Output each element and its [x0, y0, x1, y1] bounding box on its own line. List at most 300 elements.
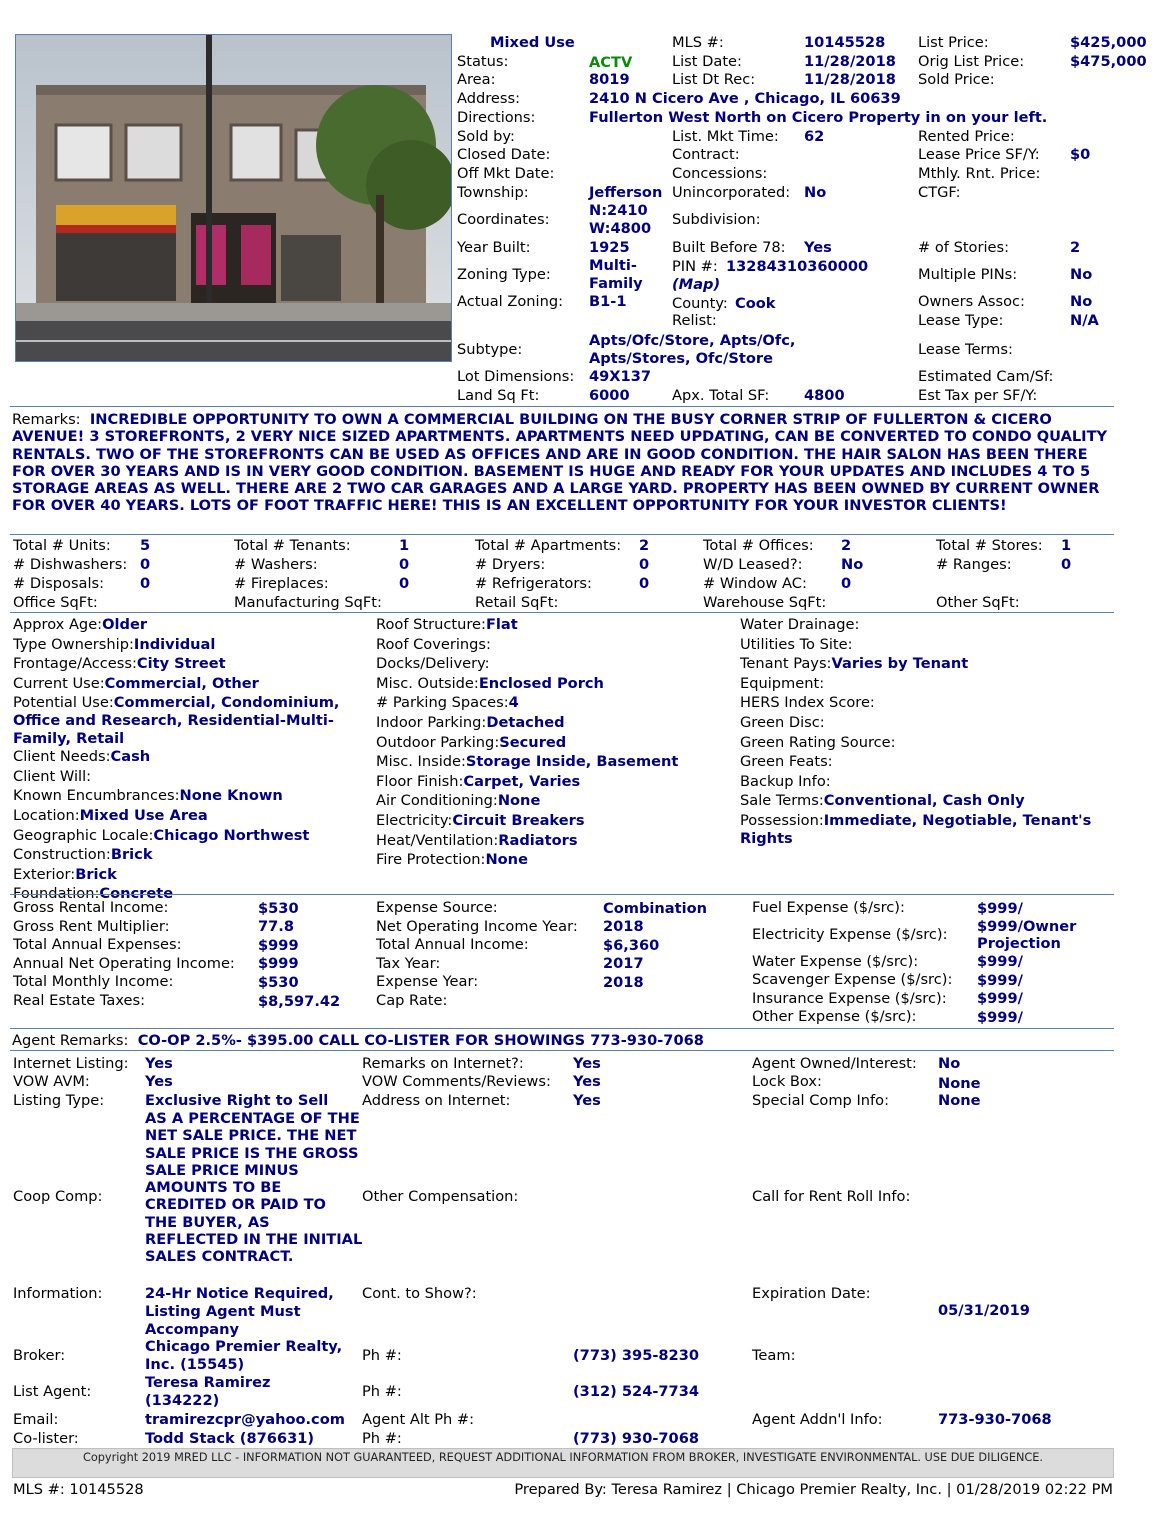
subtype-value-1: Apts/Ofc/Store, Apts/Ofc,	[589, 332, 796, 349]
land-sqft-value: 6000	[589, 387, 630, 404]
expiration-date-label: Expiration Date:	[752, 1285, 871, 1302]
year-built-label: Year Built:	[457, 239, 531, 256]
washers-value: 0	[399, 556, 410, 573]
unincorporated-value: No	[804, 184, 827, 201]
feature-row	[376, 616, 731, 635]
list-price-value: $425,000	[1070, 34, 1147, 51]
lock-box-label: Lock Box:	[752, 1073, 822, 1090]
lease-price-label: Lease Price SF/Y:	[918, 146, 1040, 163]
pin-label: PIN #:	[672, 258, 718, 275]
feature-row	[740, 812, 1100, 847]
footer-prepared-by: Prepared By: Teresa Ramirez | Chicago Premier Realty, Inc. | 01/28/2019 02:22 PM	[514, 1481, 1113, 1498]
dishwashers-value: 0	[140, 556, 151, 573]
agent-remarks-label: Agent Remarks:	[12, 1032, 129, 1049]
feature-value: None	[485, 851, 528, 869]
feature-row	[376, 694, 731, 713]
actual-zoning-value: B1-1	[589, 293, 627, 310]
remarks-label: Remarks:	[12, 411, 81, 428]
financial-value: $8,597.42	[258, 992, 341, 1010]
financial-row	[376, 973, 741, 992]
property-photo	[15, 34, 452, 362]
feature-label: HERS Index Score:	[740, 694, 875, 712]
feature-row	[13, 748, 373, 767]
financial-value: $999	[258, 936, 299, 954]
disposals-label: # Disposals:	[13, 575, 105, 592]
area-label: Area:	[457, 71, 496, 88]
financial-value: $530	[258, 899, 299, 917]
feature-label: Misc. Inside:	[376, 753, 466, 771]
fireplaces-label: # Fireplaces:	[234, 575, 329, 592]
feature-row	[13, 655, 373, 674]
property-category: Mixed Use	[490, 34, 575, 51]
feature-value: Brick	[110, 846, 153, 864]
feature-label: Water Drainage:	[740, 616, 860, 633]
financial-row	[752, 918, 1114, 953]
township-value: Jefferson	[589, 184, 663, 201]
financial-label: Gross Rent Multiplier:	[13, 917, 170, 935]
pin-map-link[interactable]: (Map)	[672, 276, 721, 293]
owners-assoc-label: Owners Assoc:	[918, 293, 1025, 310]
financials-column-3	[752, 899, 1114, 1027]
status-label: Status:	[457, 53, 509, 70]
address-value: 2410 N Cicero Ave , Chicago, IL 60639	[589, 90, 901, 107]
fireplaces-value: 0	[399, 575, 410, 592]
list-date-label: List Date:	[672, 53, 742, 70]
tenants-value: 1	[399, 537, 410, 554]
financials-column-1	[13, 899, 368, 1011]
feature-row	[376, 636, 731, 655]
list-dt-rec-value: 11/28/2018	[804, 71, 896, 88]
orig-list-price-label: Orig List Price:	[918, 53, 1025, 70]
features-column-1	[13, 616, 373, 905]
actual-zoning-label: Actual Zoning:	[457, 293, 564, 310]
remarks-text: INCREDIBLE OPPORTUNITY TO OWN A COMMERCIAL BUILDING ON THE BUSY CORNER STRIP OF FULLERTON & CICERO AVENUE! 3 STOREFRONTS, 2 VERY NICE SIZED APARTMENTS. APARTMENTS NEED UPDATING, CAN BE CONVERTED TO CONDO QUALITY RENTALS. TWO OF THE STOREFRONTS CAN BE USED AS OFFICES AND ARE IN GOOD CONDITION. THE HAIR SALON HAS BEEN THERE FOR OVER 30 YEARS AND IS IN VERY GOOD CONDITION. BASEMENT IS HUGE AND READY FOR YOUR UPDATES AND INCLUDES 4 TO 5 STORAGE AREAS AS WELL. THERE ARE 2 TWO CAR GARAGES AND A LARGE YARD. PROPERTY HAS BEEN OWNED BY CURRENT OWNER FOR OVER 40 YEARS. LOTS OF FOOT TRAFFIC HERE! THIS IS AN EXCELLENT OPPORTUNITY FOR YOUR INVESTOR CLIENTS!	[12, 411, 1108, 515]
feature-row	[13, 694, 373, 747]
co-lister-value: Todd Stack (876631)	[145, 1430, 315, 1447]
broker-value: Chicago Premier Realty, Inc. (15545)	[145, 1338, 343, 1373]
apartments-label: Total # Apartments:	[475, 537, 622, 554]
financial-label: Electricity Expense ($/src):	[752, 925, 948, 943]
lease-type-label: Lease Type:	[918, 312, 1004, 329]
agent-owned-label: Agent Owned/Interest:	[752, 1055, 917, 1072]
financial-value: $999/	[977, 971, 1023, 989]
divider	[10, 894, 1114, 895]
feature-value: Individual	[133, 635, 216, 653]
divider	[10, 1050, 1114, 1051]
listing-type-value: Exclusive Right to Sell	[145, 1092, 329, 1109]
broker-phone-label: Ph #:	[362, 1347, 402, 1364]
zoning-type-value-2: Family	[589, 275, 643, 292]
owners-assoc-value: No	[1070, 293, 1093, 310]
lot-dimensions-value: 49X137	[589, 368, 652, 385]
feature-value: Chicago Northwest	[153, 826, 310, 844]
feature-row	[13, 636, 373, 655]
vow-avm-value: Yes	[145, 1073, 173, 1090]
wd-leased-label: W/D Leased?:	[703, 556, 803, 573]
window-ac-value: 0	[841, 575, 852, 592]
feature-row	[740, 694, 1100, 713]
feature-row	[740, 792, 1100, 811]
feature-label: Green Rating Source:	[740, 733, 896, 751]
list-price-label: List Price:	[918, 34, 989, 51]
feature-label: Fire Protection:	[376, 851, 486, 869]
feature-label: Equipment:	[740, 674, 825, 692]
financial-label: Fuel Expense ($/src):	[752, 899, 905, 917]
stores-value: 1	[1061, 537, 1072, 554]
feature-label: Outdoor Parking:	[376, 733, 500, 751]
agent-addnl-info-label: Agent Addn'l Info:	[752, 1411, 883, 1428]
email-value[interactable]: tramirezcpr@yahoo.com	[145, 1411, 345, 1428]
mls-value: 10145528	[804, 34, 886, 51]
feature-row	[376, 851, 731, 870]
address-internet-value: Yes	[573, 1092, 601, 1109]
township-label: Township:	[457, 184, 529, 201]
feature-label: Approx Age:	[13, 616, 103, 633]
feature-value: Commercial, Other	[104, 674, 259, 692]
office-sqft-label: Office SqFt:	[13, 594, 98, 611]
sold-by-label: Sold by:	[457, 128, 515, 145]
feature-label: Current Use:	[13, 674, 105, 692]
feature-value: Cash	[110, 748, 151, 766]
window-ac-label: # Window AC:	[703, 575, 807, 592]
broker-phone-value: (773) 395-8230	[573, 1347, 700, 1364]
directions-value: Fullerton West North on Cicero Property in on your left.	[589, 109, 1048, 126]
feature-row	[740, 616, 1100, 635]
apx-total-sf-label: Apx. Total SF:	[672, 387, 770, 404]
feature-label: Potential Use:	[13, 694, 114, 712]
orig-list-price-value: $475,000	[1070, 53, 1147, 70]
feature-label: Client Will:	[13, 767, 92, 785]
financial-value: $999/	[977, 1008, 1023, 1026]
financial-row	[376, 899, 741, 918]
financial-label: Total Annual Income:	[376, 936, 529, 954]
financial-row	[13, 992, 368, 1011]
divider	[10, 534, 1114, 535]
feature-row	[376, 655, 731, 674]
financial-row	[752, 1008, 1114, 1027]
rented-price-label: Rented Price:	[918, 128, 1015, 145]
financial-row	[13, 955, 368, 974]
feature-value: Circuit Breakers	[452, 811, 585, 829]
disposals-value: 0	[140, 575, 151, 592]
feature-value: Storage Inside, Basement	[465, 753, 679, 771]
financial-value: 2017	[603, 955, 644, 973]
feature-row	[13, 866, 373, 885]
closed-date-label: Closed Date:	[457, 146, 551, 163]
coordinates-n: N:2410	[589, 202, 648, 219]
apartments-value: 2	[639, 537, 650, 554]
feature-label: Electricity:	[376, 811, 453, 829]
feature-label: Heat/Ventilation:	[376, 831, 499, 849]
tenants-label: Total # Tenants:	[234, 537, 351, 554]
internet-listing-label: Internet Listing:	[13, 1055, 129, 1072]
coordinates-w: W:4800	[589, 220, 652, 237]
financial-value: $530	[258, 973, 299, 991]
feature-row	[740, 753, 1100, 772]
financial-label: Gross Rental Income:	[13, 899, 169, 917]
feature-row	[740, 773, 1100, 792]
feature-label: Exterior:	[13, 865, 76, 883]
mthly-rnt-price-label: Mthly. Rnt. Price:	[918, 165, 1041, 182]
feature-row	[376, 753, 731, 772]
expiration-date-value: 05/31/2019	[938, 1302, 1030, 1319]
coop-comp-label: Coop Comp:	[13, 1188, 103, 1205]
feature-row	[13, 827, 373, 846]
list-date-value: 11/28/2018	[804, 53, 896, 70]
feature-label: Green Disc:	[740, 713, 825, 731]
units-value: 5	[140, 537, 151, 554]
information-label: Information:	[13, 1285, 103, 1302]
feature-label: Frontage/Access:	[13, 655, 137, 673]
listing-type-label: Listing Type:	[13, 1092, 105, 1109]
feature-label: Green Feats:	[740, 753, 833, 771]
feature-value: None Known	[179, 787, 283, 805]
financial-row	[376, 918, 741, 937]
mfg-sqft-label: Manufacturing SqFt:	[234, 594, 382, 611]
feature-row	[376, 714, 731, 733]
list-agent-label: List Agent:	[13, 1383, 92, 1400]
ctgf-label: CTGF:	[918, 184, 961, 201]
area-value: 8019	[589, 71, 630, 88]
divider	[10, 1028, 1114, 1029]
feature-row	[740, 655, 1100, 674]
feature-label: Sale Terms:	[740, 792, 824, 810]
remarks-internet-label: Remarks on Internet?:	[362, 1055, 524, 1072]
internet-listing-value: Yes	[145, 1055, 173, 1072]
financial-value: 2018	[603, 918, 644, 936]
agent-remarks-section	[12, 1032, 704, 1051]
ranges-label: # Ranges:	[936, 556, 1012, 573]
vow-comments-label: VOW Comments/Reviews:	[362, 1073, 551, 1090]
financial-value: $999/	[977, 953, 1023, 971]
financial-row	[752, 990, 1114, 1009]
feature-label: # Parking Spaces:	[376, 694, 509, 712]
refrigerators-value: 0	[639, 575, 650, 592]
ranges-value: 0	[1061, 556, 1072, 573]
agent-phone-label: Ph #:	[362, 1383, 402, 1400]
financial-label: Scavenger Expense ($/src):	[752, 971, 953, 989]
feature-row	[376, 812, 731, 831]
feature-row	[13, 846, 373, 865]
built-before-label: Built Before 78:	[672, 239, 786, 256]
feature-label: Utilities To Site:	[740, 635, 853, 653]
financial-value: Combination	[603, 899, 708, 917]
financial-row	[752, 971, 1114, 990]
agent-remarks-text: CO-OP 2.5%- $395.00 CALL CO-LISTER FOR SHOWINGS 773-930-7068	[137, 1032, 704, 1049]
feature-label: Known Encumbrances:	[13, 787, 180, 805]
feature-value: Varies by Tenant	[831, 655, 969, 673]
subdivision-label: Subdivision:	[672, 211, 761, 228]
features-column-2	[376, 616, 731, 871]
feature-label: Misc. Outside:	[376, 674, 479, 692]
feature-row	[13, 768, 373, 787]
vow-avm-label: VOW AVM:	[13, 1073, 90, 1090]
feature-row	[740, 636, 1100, 655]
other-compensation-label: Other Compensation:	[362, 1188, 519, 1205]
financial-label: Expense Year:	[376, 973, 479, 991]
mls-label: MLS #:	[672, 34, 724, 51]
feature-value: Carpet, Varies	[463, 772, 581, 790]
feature-label: Geographic Locale:	[13, 826, 154, 844]
feature-label: Possession:	[740, 811, 824, 829]
feature-row	[740, 675, 1100, 694]
financial-label: Cap Rate:	[376, 992, 448, 1010]
feature-label: Client Needs:	[13, 748, 111, 766]
mkt-time-label: List. Mkt Time:	[672, 128, 779, 145]
financial-value: $6,360	[603, 936, 660, 954]
feature-value: Older	[102, 616, 148, 633]
feature-value: Detached	[486, 713, 565, 731]
county-label: County:	[672, 295, 728, 312]
feature-value: Brick	[75, 865, 117, 883]
building-photo-illustration	[16, 35, 452, 362]
financial-value: $999/	[977, 990, 1023, 1008]
status-value: ACTV	[589, 54, 633, 71]
feature-value: Secured	[499, 733, 567, 751]
retail-sqft-label: Retail SqFt:	[475, 594, 559, 611]
multiple-pins-label: Multiple PINs:	[918, 266, 1018, 283]
subtype-label: Subtype:	[457, 341, 523, 358]
feature-value: City Street	[136, 655, 226, 673]
feature-row	[13, 675, 373, 694]
contract-label: Contract:	[672, 146, 740, 163]
financial-row	[376, 955, 741, 974]
feature-label: Type Ownership:	[13, 635, 134, 653]
lease-type-value: N/A	[1070, 312, 1099, 329]
financial-label: Tax Year:	[376, 954, 441, 972]
information-value: 24-Hr Notice Required, Listing Agent Must Accompany	[145, 1285, 334, 1338]
zoning-type-value-1: Multi-	[589, 257, 637, 274]
feature-label: Location:	[13, 806, 80, 824]
feature-row	[376, 832, 731, 851]
copyright-text: Copyright 2019 MRED LLC - INFORMATION NOT GUARANTEED, REQUEST ADDITIONAL INFORMATION FROM BROKER, INVESTIGATE ENVIRONMENTAL. USE DUE DILIGENCE.	[82, 1451, 1044, 1464]
special-comp-value: None	[938, 1092, 981, 1109]
coordinates-label: Coordinates:	[457, 211, 550, 228]
feature-label: Floor Finish:	[376, 772, 464, 790]
wd-leased-value: No	[841, 556, 864, 573]
colister-phone-value: (773) 930-7068	[573, 1430, 700, 1447]
team-label: Team:	[752, 1347, 796, 1364]
financial-row	[376, 992, 741, 1011]
agent-alt-phone-label: Agent Alt Ph #:	[362, 1411, 475, 1428]
divider	[10, 406, 1114, 407]
sold-price-label: Sold Price:	[918, 71, 995, 88]
feature-label: Foundation:	[13, 885, 100, 903]
dishwashers-label: # Dishwashers:	[13, 556, 128, 573]
financial-label: Real Estate Taxes:	[13, 992, 146, 1010]
copyright-bar	[12, 1448, 1114, 1478]
unincorporated-label: Unincorporated:	[672, 184, 791, 201]
feature-value: Radiators	[498, 831, 578, 849]
feature-row	[740, 714, 1100, 733]
feature-row	[13, 807, 373, 826]
est-tax-label: Est Tax per SF/Y:	[918, 387, 1038, 404]
feature-label: Roof Structure:	[376, 616, 486, 633]
year-built-value: 1925	[589, 239, 630, 256]
stores-label: Total # Stores:	[936, 537, 1043, 554]
remarks-internet-value: Yes	[573, 1055, 601, 1072]
cont-to-show-label: Cont. to Show?:	[362, 1285, 477, 1302]
stories-value: 2	[1070, 239, 1081, 256]
financial-value: $999/	[977, 899, 1023, 917]
units-label: Total # Units:	[13, 537, 111, 554]
financial-row	[752, 953, 1114, 972]
financial-label: Total Monthly Income:	[13, 973, 174, 991]
address-internet-label: Address on Internet:	[362, 1092, 511, 1109]
concessions-label: Concessions:	[672, 165, 768, 182]
financial-label: Other Expense ($/src):	[752, 1008, 917, 1026]
rent-roll-label: Call for Rent Roll Info:	[752, 1188, 911, 1205]
feature-label: Air Conditioning:	[376, 792, 498, 810]
feature-label: Construction:	[13, 846, 111, 864]
agent-phone-value: (312) 524-7734	[573, 1383, 700, 1400]
offices-value: 2	[841, 537, 852, 554]
est-cam-label: Estimated Cam/Sf:	[918, 368, 1054, 385]
broker-label: Broker:	[13, 1347, 66, 1364]
financial-row	[752, 899, 1114, 918]
coop-comp-value: AS A PERCENTAGE OF THE NET SALE PRICE. THE NET SALE PRICE IS THE GROSS SALE PRICE MINUS AMOUNTS TO BE CREDITED OR PAID TO THE BUYER, AS REFLECTED IN THE INITIAL SALES CONTRACT.	[145, 1110, 363, 1266]
address-label: Address:	[457, 90, 521, 107]
pin-value: 13284310360000	[726, 258, 869, 275]
list-agent-value: Teresa Ramirez (134222)	[145, 1374, 271, 1409]
financial-label: Expense Source:	[376, 899, 498, 917]
feature-value: Immediate, Negotiable, Tenant's Rights	[740, 811, 1092, 847]
financial-label: Annual Net Operating Income:	[13, 954, 235, 972]
feature-row	[376, 675, 731, 694]
feature-value: None	[497, 792, 541, 810]
feature-value: 4	[508, 694, 519, 712]
feature-value: Mixed Use Area	[79, 806, 208, 824]
feature-row	[376, 734, 731, 753]
features-column-3	[740, 616, 1100, 848]
other-sqft-label: Other SqFt:	[936, 594, 1020, 611]
feature-value: Commercial, Condominium, Office and Research, Residential-Multi-Family, Retail	[13, 694, 340, 747]
lease-terms-label: Lease Terms:	[918, 341, 1013, 358]
built-before-value: Yes	[804, 239, 832, 256]
mkt-time-value: 62	[804, 128, 825, 145]
agent-owned-value: No	[938, 1055, 961, 1072]
feature-value: Flat	[485, 616, 518, 633]
financial-value: 77.8	[258, 918, 295, 936]
feature-label: Tenant Pays:	[740, 655, 832, 673]
remarks-section	[12, 411, 1112, 515]
financial-row	[13, 936, 368, 955]
lease-price-value: $0	[1070, 146, 1091, 163]
offices-label: Total # Offices:	[703, 537, 814, 554]
financial-value: $999/Owner Projection	[977, 917, 1077, 953]
co-lister-label: Co-lister:	[13, 1430, 79, 1447]
feature-label: Backup Info:	[740, 772, 831, 790]
lot-dimensions-label: Lot Dimensions:	[457, 368, 575, 385]
refrigerators-label: # Refrigerators:	[475, 575, 592, 592]
washers-label: # Washers:	[234, 556, 318, 573]
feature-label: Docks/Delivery:	[376, 655, 490, 673]
feature-label: Roof Coverings:	[376, 635, 491, 653]
dryers-label: # Dryers:	[475, 556, 546, 573]
apx-total-sf-value: 4800	[804, 387, 845, 404]
feature-row	[13, 787, 373, 806]
feature-row	[376, 773, 731, 792]
special-comp-label: Special Comp Info:	[752, 1092, 889, 1109]
vow-comments-value: Yes	[573, 1073, 601, 1090]
agent-addnl-info-value: 773-930-7068	[938, 1411, 1052, 1428]
feature-row	[13, 616, 373, 635]
land-sqft-label: Land Sq Ft:	[457, 387, 540, 404]
directions-label: Directions:	[457, 109, 536, 126]
stories-label: # of Stories:	[918, 239, 1010, 256]
zoning-type-label: Zoning Type:	[457, 266, 551, 283]
financial-value: $999	[258, 955, 299, 973]
